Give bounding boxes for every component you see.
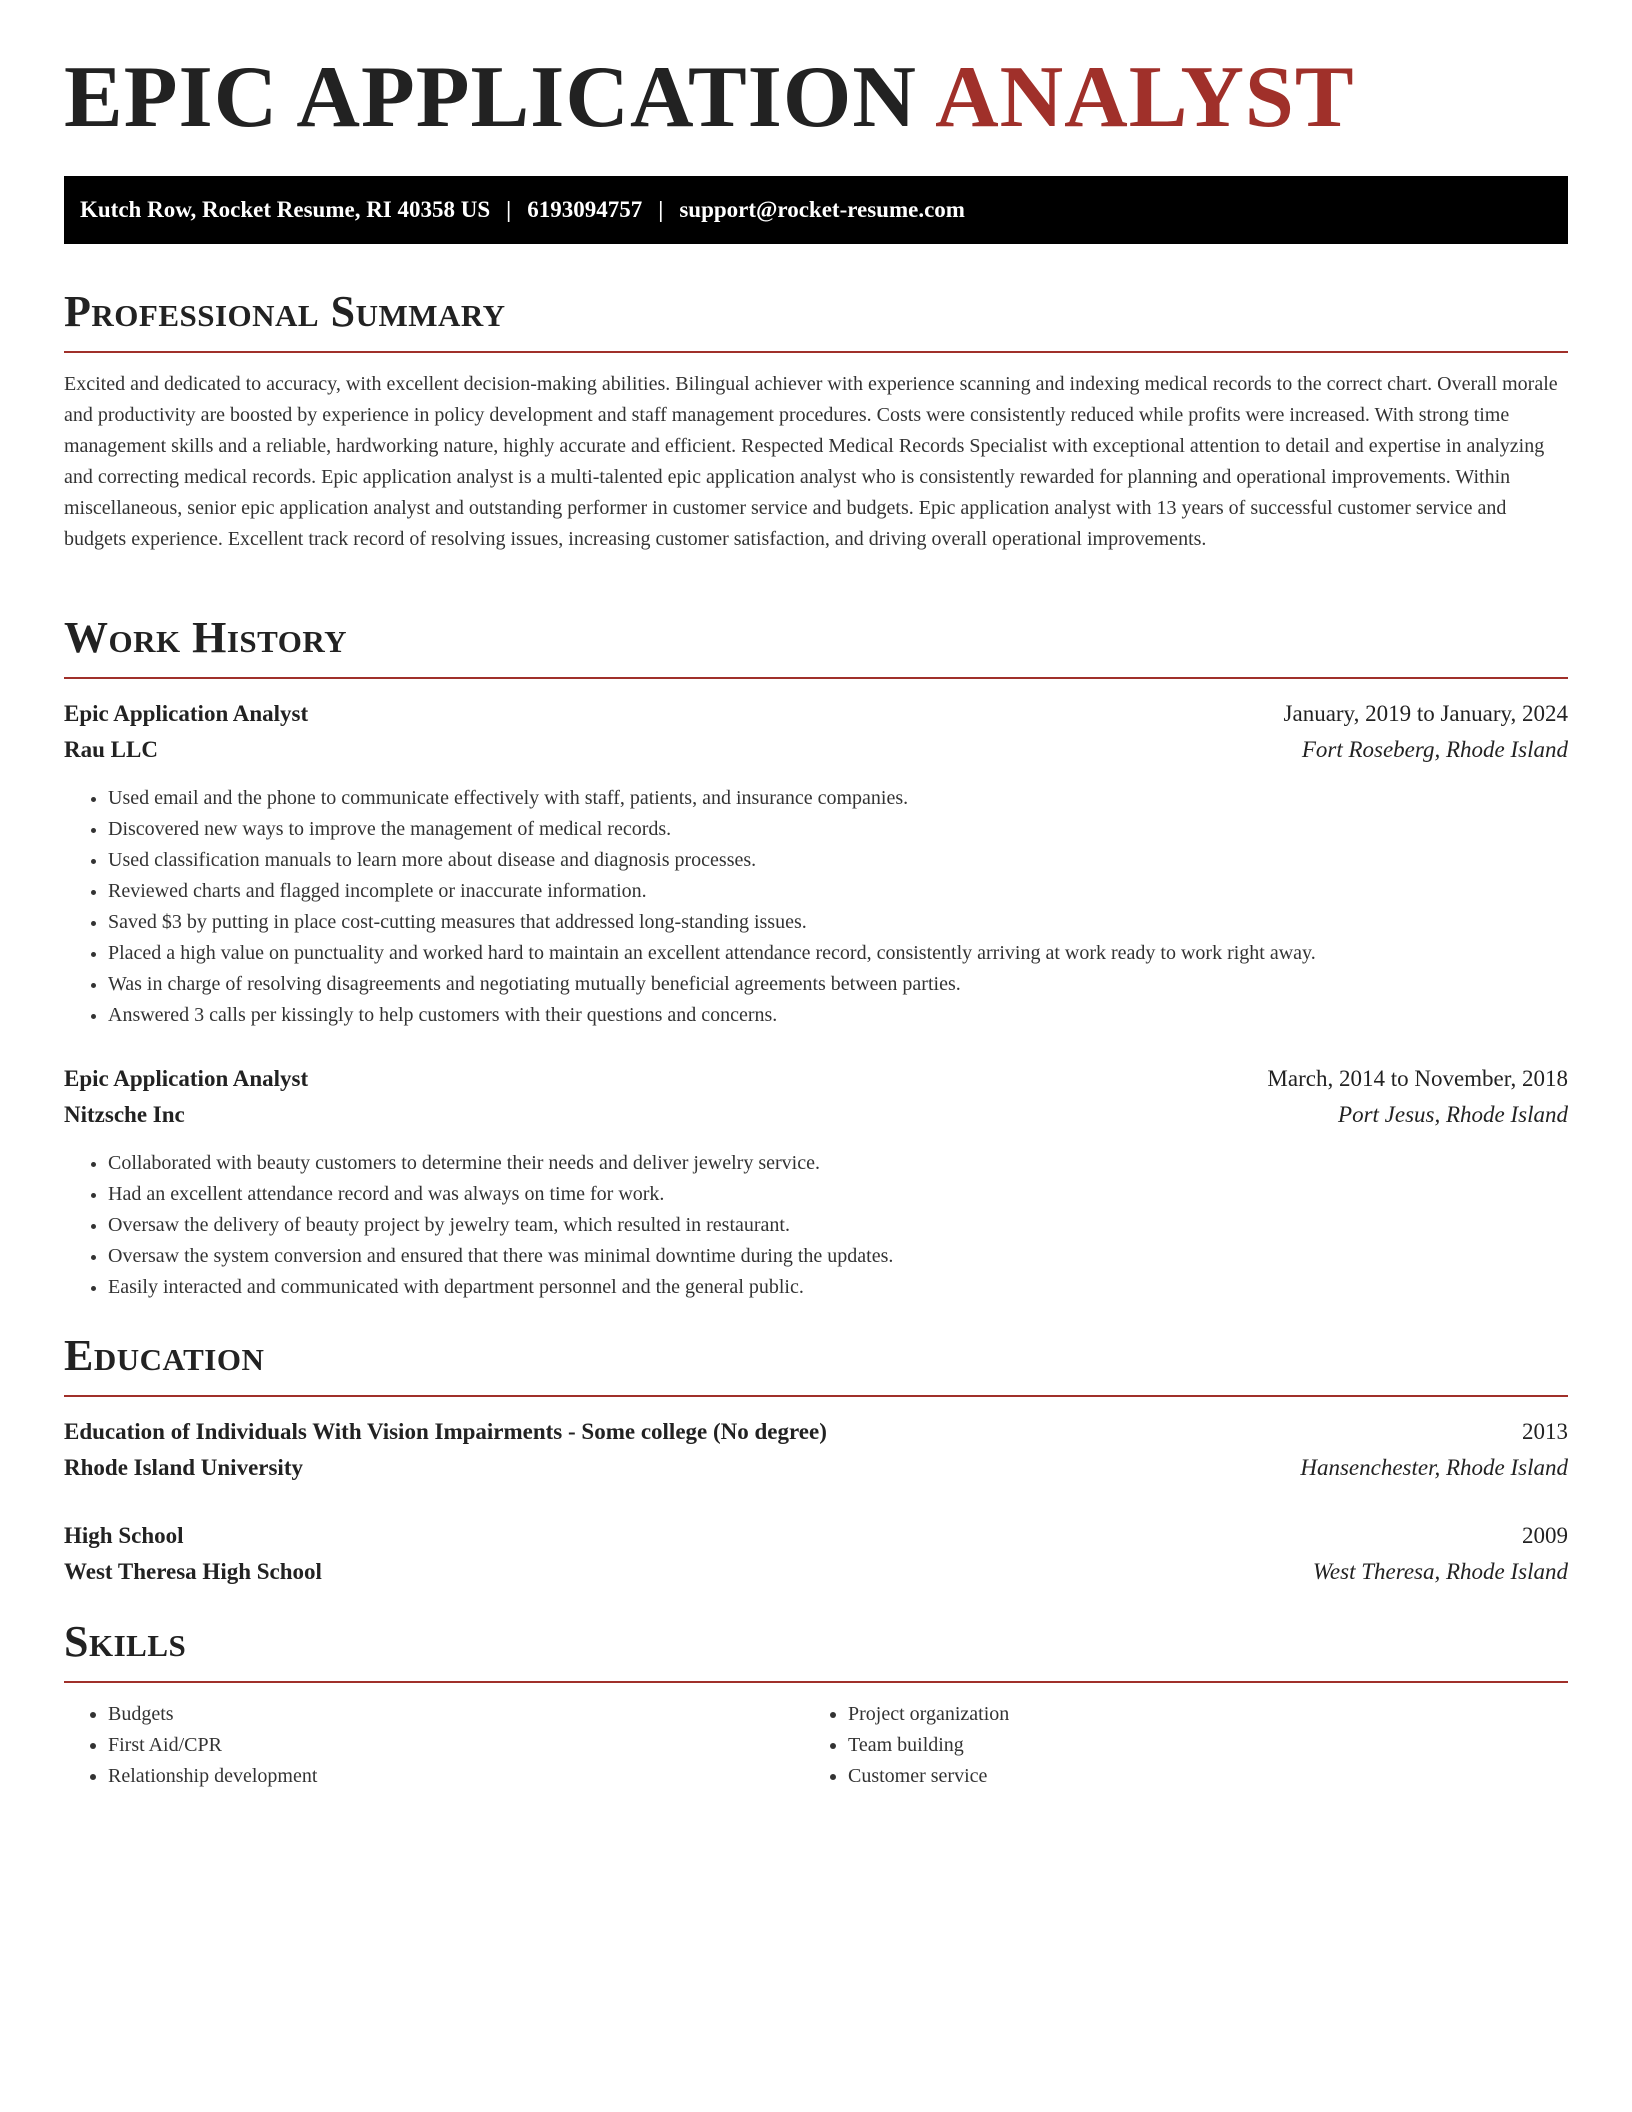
- education-location: Hansenchester, Rhode Island: [1300, 1455, 1568, 1480]
- skills-list-left: [108, 1699, 317, 1792]
- contact-separator: |: [658, 197, 664, 222]
- contact-address: Kutch Row, Rocket Resume, RI 40358 US: [80, 197, 491, 222]
- education-location: West Theresa, Rhode Island: [1312, 1559, 1568, 1584]
- list-item: • Discovered new ways to improve the management of medical records.: [108, 814, 1316, 845]
- list-item: • Budgets: [108, 1699, 317, 1730]
- education-school-row: [64, 1453, 1568, 1483]
- skills-divider: [64, 1681, 1568, 1683]
- job-location: Port Jesus, Rhode Island: [1338, 1102, 1568, 1127]
- contact-email: support@rocket-resume.com: [679, 197, 965, 222]
- list-item: • Saved $3 by putting in place cost-cutting measures that addressed long-standing issues.: [108, 907, 1316, 938]
- work-heading: Work History: [64, 613, 348, 662]
- summary-divider: [64, 351, 1568, 353]
- job-location: Fort Roseberg, Rhode Island: [1301, 737, 1568, 762]
- list-item: • Customer service: [848, 1761, 1009, 1792]
- education-header: [64, 1521, 1568, 1551]
- education-degree: Education of Individuals With Vision Impairments - Some college (No degree): [64, 1419, 827, 1444]
- list-item: • Had an excellent attendance record and was always on time for work.: [108, 1179, 893, 1210]
- education-school: Rhode Island University: [64, 1455, 303, 1480]
- job-bullets: [108, 783, 1316, 1031]
- job-company: Nitzsche Inc: [64, 1102, 185, 1127]
- contact-separator: |: [506, 197, 512, 222]
- job-bullets: [108, 1148, 893, 1303]
- list-item: • Relationship development: [108, 1761, 317, 1792]
- list-item: • Collaborated with beauty customers to determine their needs and deliver jewelry service.: [108, 1148, 893, 1179]
- list-item: • First Aid/CPR: [108, 1730, 317, 1761]
- list-item: • Team building: [848, 1730, 1009, 1761]
- job-company-row: [64, 1100, 1568, 1130]
- list-item: • Oversaw the delivery of beauty project by jewelry team, which resulted in restaurant.: [108, 1210, 893, 1241]
- list-item: • Project organization: [848, 1699, 1009, 1730]
- list-item: • Used email and the phone to communicate effectively with staff, patients, and insurance companies.: [108, 783, 1316, 814]
- list-item: • Oversaw the system conversion and ensured that there was minimal downtime during the updates.: [108, 1241, 893, 1272]
- list-item: • Placed a high value on punctuality and worked hard to maintain an excellent attendance record, consistently arriving at work ready to work right away.: [108, 938, 1316, 969]
- job-company: Rau LLC: [64, 737, 158, 762]
- resume-title: [64, 49, 1355, 146]
- job-title: Epic Application Analyst: [64, 701, 309, 726]
- list-item: • Reviewed charts and flagged incomplete or inaccurate information.: [108, 876, 1316, 907]
- job-dates: March, 2014 to November, 2018: [1267, 1066, 1568, 1091]
- education-divider: [64, 1395, 1568, 1397]
- education-header: [64, 1417, 1568, 1447]
- education-year: 2013: [1522, 1419, 1568, 1444]
- education-school-row: [64, 1557, 1568, 1587]
- job-company-row: [64, 735, 1568, 765]
- education-school: West Theresa High School: [64, 1559, 322, 1584]
- job-dates: January, 2019 to January, 2024: [1283, 701, 1568, 726]
- work-divider: [64, 677, 1568, 679]
- education-heading: Education: [64, 1331, 265, 1380]
- contact-phone: 6193094757: [527, 197, 643, 222]
- job-header: [64, 1064, 1568, 1094]
- education-year: 2009: [1522, 1523, 1568, 1548]
- job-title: Epic Application Analyst: [64, 1066, 309, 1091]
- job-header: [64, 699, 1568, 729]
- contact-bar: [64, 176, 1568, 244]
- education-degree: High School: [64, 1523, 184, 1548]
- list-item: • Was in charge of resolving disagreements and negotiating mutually beneficial agreements between parties.: [108, 969, 1316, 1000]
- title-main: EPIC APPLICATION: [64, 49, 917, 146]
- list-item: • Used classification manuals to learn more about disease and diagnosis processes.: [108, 845, 1316, 876]
- skills-list-right: [848, 1699, 1009, 1792]
- summary-text: Excited and dedicated to accuracy, with excellent decision-making abilities. Bilingual achiever with experience scanning and indexing medical records to the correct chart. Overall morale and productivity are boosted by experience in policy development and staff management procedures. Costs were consistently reduced while profits were increased. With strong time management skills and a reliable, hardworking nature, highly accurate and efficient. Respected Medical Records Specialist with exceptional attention to detail and expertise in analyzing and correcting medical records. Epic application analyst is a multi-talented epic application analyst who is consistently rewarded for planning and operational improvements. Within miscellaneous, senior epic application analyst and outstanding performer in customer service and budgets. Epic application analyst with 13 years of successful customer service and budgets experience. Excellent track record of resolving issues, increasing customer satisfaction, and driving overall operational improvements.: [64, 373, 1558, 550]
- skills-heading: Skills: [64, 1617, 187, 1666]
- title-accent: ANALYST: [935, 49, 1355, 146]
- list-item: • Easily interacted and communicated with department personnel and the general public.: [108, 1272, 893, 1303]
- summary-heading: Professional Summary: [64, 287, 506, 336]
- list-item: • Answered 3 calls per kissingly to help customers with their questions and concerns.: [108, 1000, 1316, 1031]
